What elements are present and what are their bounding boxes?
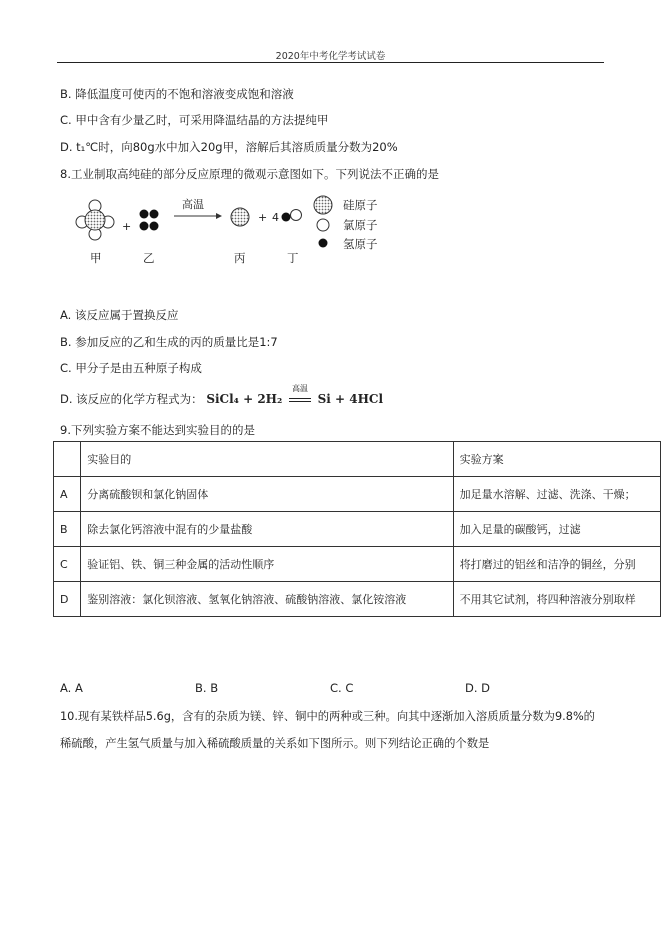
q8-option-a: A. 该反应属于置换反应 (60, 308, 179, 322)
arrow-head (216, 213, 222, 219)
q7-option-c: C. 甲中含有少量乙时，可采用降温结晶的方法提纯甲 (60, 113, 329, 127)
table-cell: C (54, 547, 81, 582)
coefficient: 4 (272, 211, 279, 224)
q7-option-d: D. t₁℃时，向80g水中加入20g甲，溶解后其溶质质量分数为20% (60, 140, 398, 154)
legend-silicon-label: 硅原子 (343, 198, 378, 212)
table-cell: 加入足量的碳酸钙，过滤 (453, 512, 660, 547)
label-ding: 丁 (287, 251, 299, 265)
table-cell: 加足量水溶解、过滤、洗涤、干燥； (453, 477, 660, 512)
hydrogen-atom (140, 222, 149, 231)
table-header-row (54, 442, 661, 477)
hydrogen-atom (150, 210, 159, 219)
table-row (54, 477, 661, 512)
table-header-cell: 实验方案 (453, 442, 660, 477)
q9-choice-c: C. C (330, 681, 354, 695)
q8-option-c: C. 甲分子是由五种原子构成 (60, 361, 202, 375)
equation-left: SiCl₄ + 2H₂ (206, 392, 283, 406)
q9-choice-a: A. A (60, 681, 83, 695)
table-header-cell (54, 442, 81, 477)
table-cell: D (54, 582, 81, 617)
chlorine-atom (291, 210, 302, 221)
hydrogen-atom (282, 213, 291, 222)
q9-choice-b: B. B (195, 681, 219, 695)
legend-chlorine-icon (317, 219, 329, 231)
reaction-diagram (60, 190, 400, 270)
table-cell: 除去氯化钙溶液中混有的少量盐酸 (81, 512, 453, 547)
q10-stem-line2: 稀硫酸，产生氢气质量与加入稀硫酸质量的关系如下图所示。则下列结论正确的个数是 (60, 737, 490, 750)
q8-option-d-text: D. 该反应的化学方程式为： (60, 392, 203, 406)
page-header-title: 2020年中考化学考试试卷 (275, 51, 386, 62)
reaction-condition: 高温 (182, 198, 204, 211)
molecule-ding (282, 210, 302, 222)
q7-option-b: B. 降低温度可使丙的不饱和溶液变成饱和溶液 (60, 87, 294, 101)
q8-option-d (60, 384, 384, 407)
q10-stem-line1: 10.现有某铁样品5.6g，含有的杂质为镁、锌、铜中的两种或三种。向其中逐渐加入溶质质量分数为9.8%的 (60, 710, 595, 723)
table-cell: 鉴别溶液：氯化钡溶液、氢氧化钠溶液、硫酸钠溶液、氯化铵溶液 (81, 582, 453, 617)
table-cell: 验证铝、铁、铜三种金属的活动性顺序 (81, 547, 453, 582)
label-jia: 甲 (90, 251, 102, 265)
q9-table (53, 441, 661, 617)
table-row (54, 547, 661, 582)
legend-chlorine-label: 氯原子 (343, 218, 378, 232)
molecule-jia (76, 200, 114, 240)
silicon-atom (85, 210, 105, 230)
q8-option-b: B. 参加反应的乙和生成的丙的质量比是1:7 (60, 335, 278, 349)
table-cell: 将打磨过的铝丝和洁净的铜丝，分别 (453, 547, 660, 582)
table-header-cell: 实验目的 (81, 442, 453, 477)
header-divider (57, 62, 604, 63)
q9-choice-d: D. D (465, 681, 491, 695)
legend-hydrogen-icon (319, 239, 328, 248)
legend-hydrogen-label: 氢原子 (343, 237, 378, 251)
table-cell: 分离硫酸钡和氯化钠固体 (81, 477, 453, 512)
molecule-yi (140, 210, 159, 231)
q8-stem: 8.工业制取高纯硅的部分反应原理的微观示意图如下。下列说法不正确的是 (60, 167, 439, 181)
table-cell: 不用其它试剂，将四种溶液分别取样 (453, 582, 660, 617)
table-row (54, 512, 661, 547)
legend-silicon-icon (314, 196, 332, 214)
plus-sign: + (122, 220, 132, 233)
table-row (54, 582, 661, 617)
equation-right: Si + 4HCl (317, 392, 384, 406)
equation-arrow (286, 384, 314, 406)
label-bing: 丙 (234, 251, 246, 265)
label-yi: 乙 (143, 251, 155, 265)
hydrogen-atom (150, 222, 159, 231)
plus-sign: + (258, 211, 268, 224)
q9-stem: 9.下列实验方案不能达到实验目的的是 (60, 423, 255, 437)
equation-condition: 高温 (291, 384, 308, 393)
table-cell: A (54, 477, 81, 512)
hydrogen-atom (140, 210, 149, 219)
silicon-atom-product (231, 208, 249, 226)
table-cell: B (54, 512, 81, 547)
